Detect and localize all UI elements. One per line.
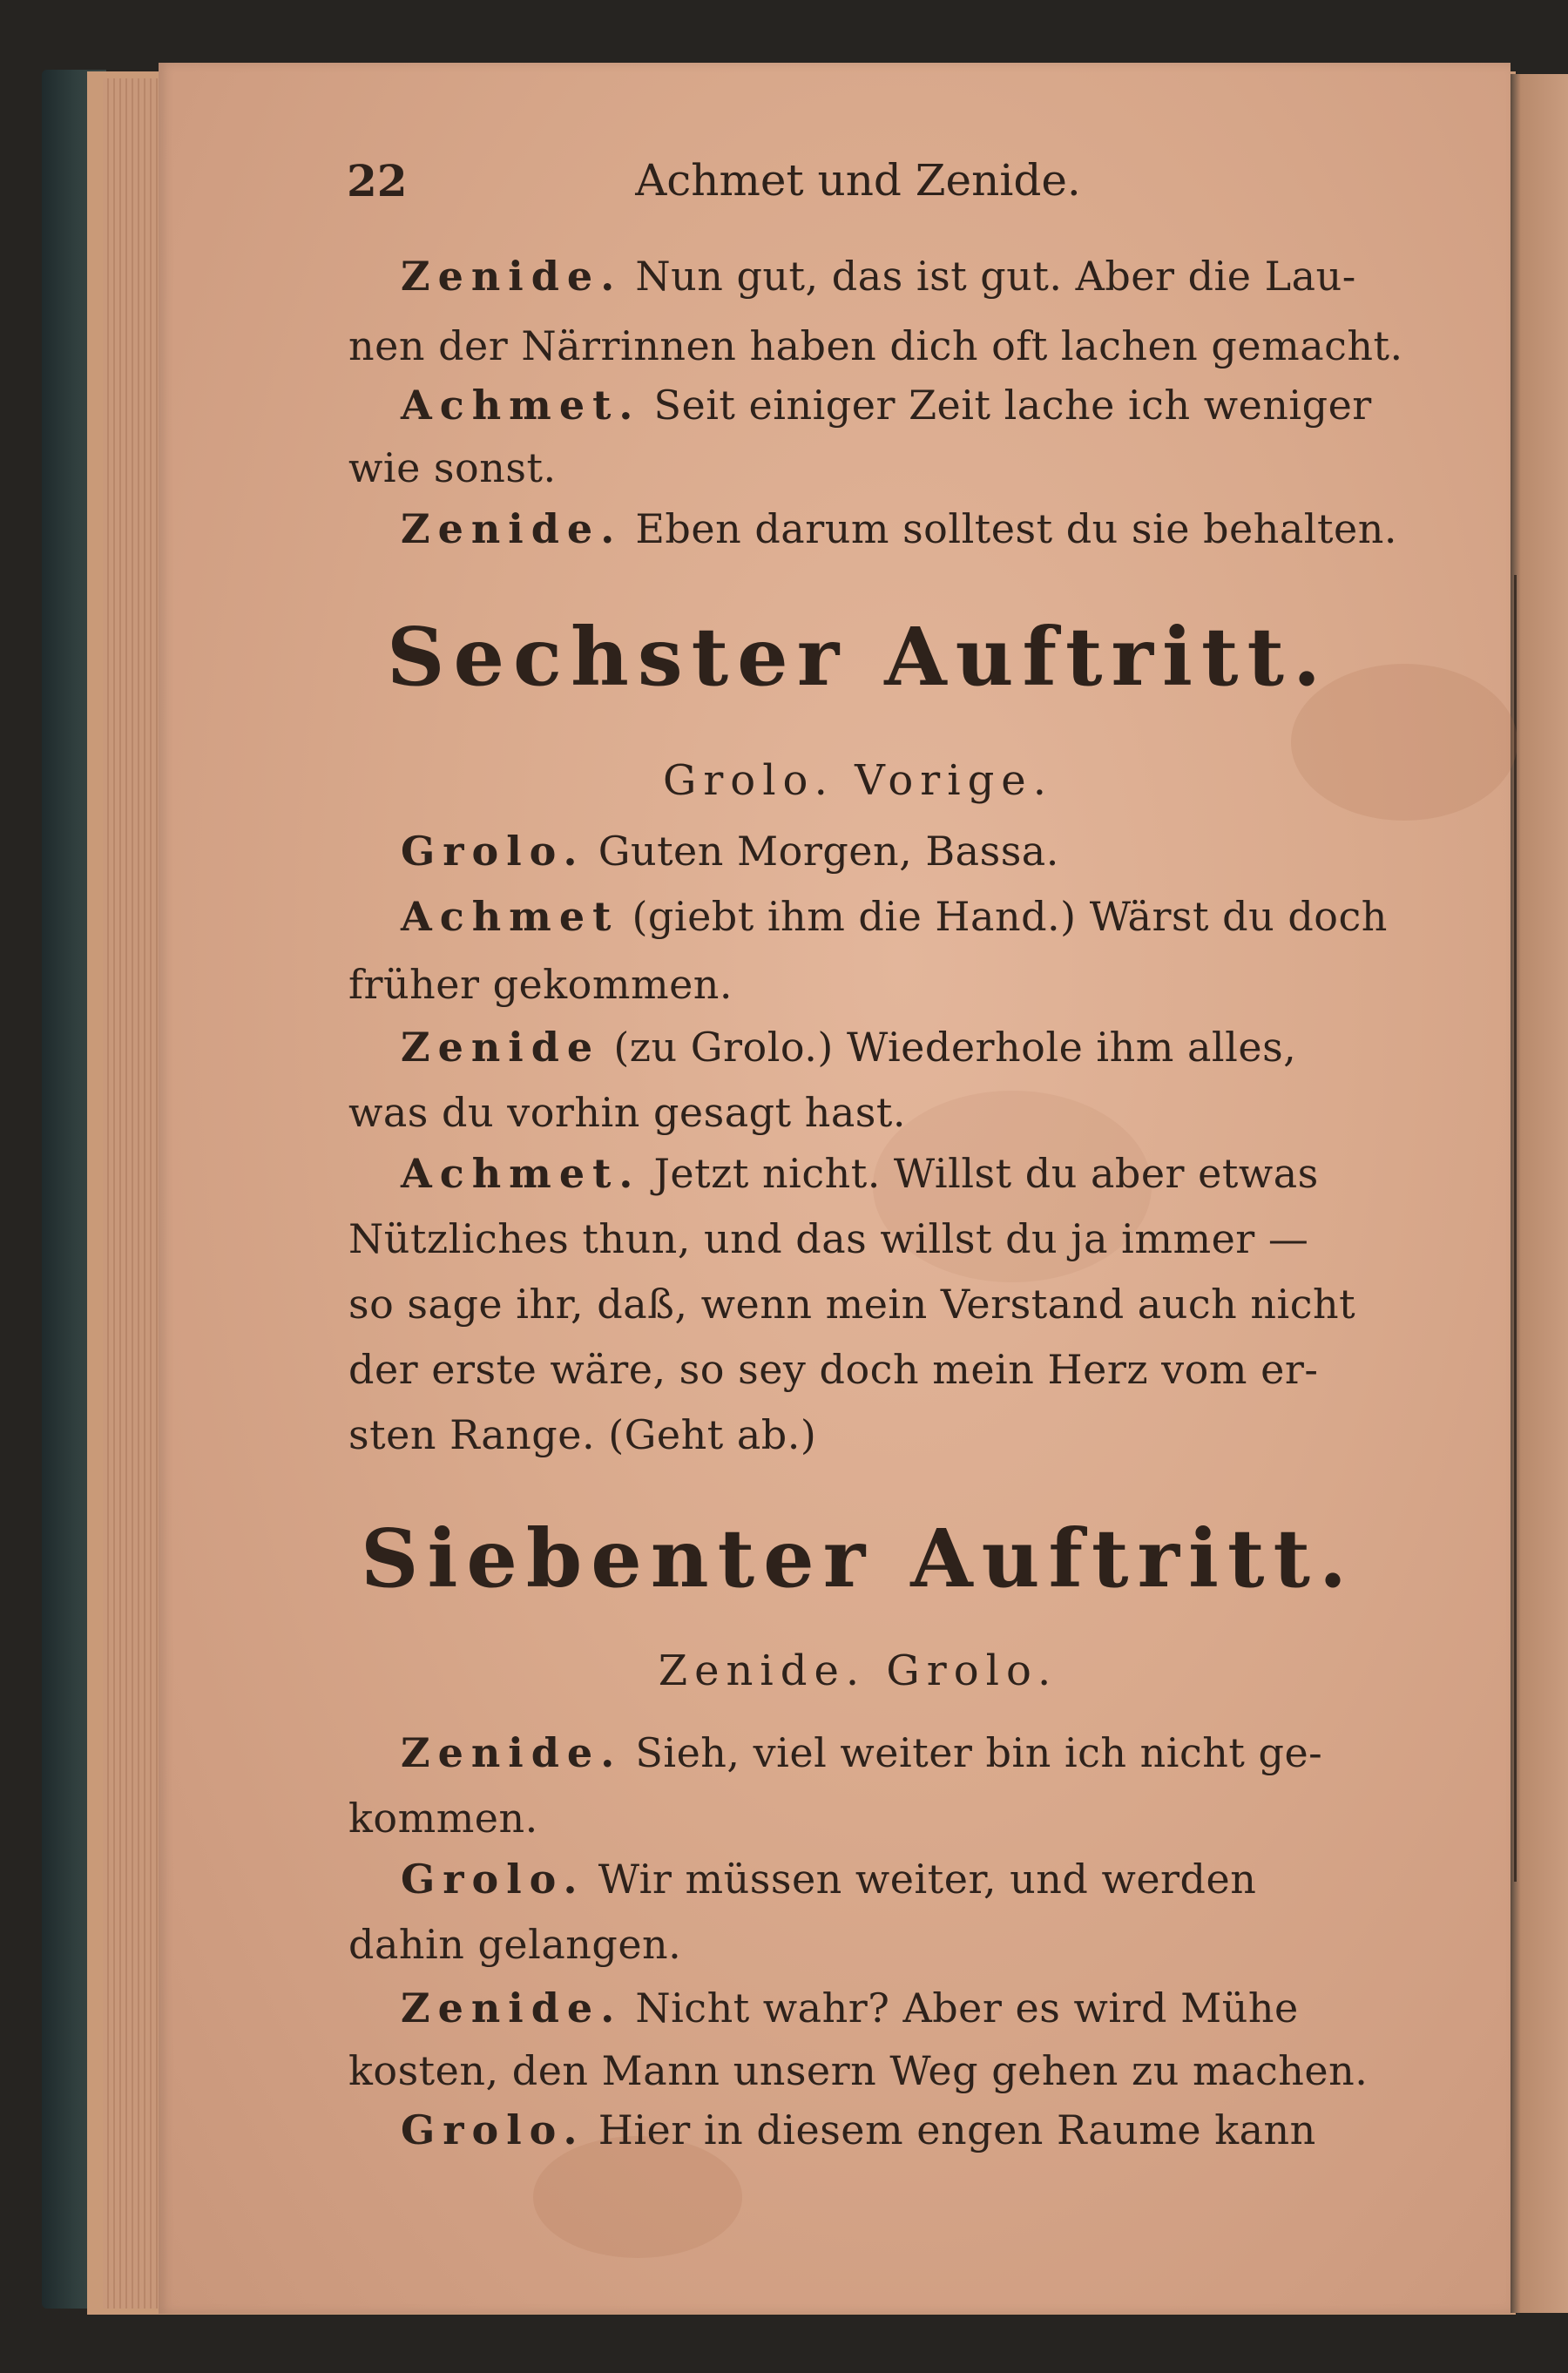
dialogue-text: Nun gut, das ist gut. Aber die Lau- xyxy=(635,253,1356,300)
text-line: so sage ihr, daß, wenn mein Verstand auch nicht xyxy=(348,1281,1356,1328)
speaker-name: Zenide. xyxy=(401,505,623,552)
running-title: Achmet und Zenide. xyxy=(635,155,1081,206)
speaker-name: Achmet. xyxy=(401,382,641,429)
text-line: kosten, den Mann unsern Weg gehen zu machen. xyxy=(348,2047,1369,2094)
text-line xyxy=(401,1984,1299,2032)
dialogue-text: Jetzt nicht. Willst du aber etwas xyxy=(653,1150,1319,1197)
facing-page-edge xyxy=(1511,74,1568,2313)
scene-heading: Sechster Auftritt. xyxy=(387,610,1329,704)
cast-list: Zenide. Grolo. xyxy=(658,1646,1058,1695)
speaker-name: Zenide. xyxy=(401,1984,623,2032)
text-line: früher gekommen. xyxy=(348,961,733,1008)
text-line xyxy=(401,253,1356,300)
gutter-line xyxy=(1514,575,1517,1882)
speaker-name: Zenide. xyxy=(401,253,623,300)
text-line xyxy=(401,893,1388,940)
speaker-name: Zenide xyxy=(401,1024,601,1071)
dialogue-text: Guten Morgen, Bassa. xyxy=(598,828,1059,875)
text-line: der erste wäre, so sey doch mein Herz vom er- xyxy=(348,1346,1319,1393)
text-line xyxy=(401,505,1397,552)
text-line xyxy=(401,1729,1322,1776)
dialogue-text: (giebt ihm die Hand.) Wärst du doch xyxy=(632,893,1388,940)
text-line: Nützliches thun, und das willst du ja immer — xyxy=(348,1215,1309,1262)
speaker-name: Grolo. xyxy=(401,1856,585,1903)
speaker-name: Achmet. xyxy=(401,1150,641,1197)
speaker-name: Grolo. xyxy=(401,2106,585,2153)
text-line: nen der Närrinnen haben dich oft lachen gemacht. xyxy=(348,322,1403,369)
dialogue-text: Nicht wahr? Aber es wird Mühe xyxy=(635,1984,1299,2032)
text-line xyxy=(401,1024,1296,1071)
text-line xyxy=(401,828,1059,875)
text-line xyxy=(401,1856,1256,1903)
text-line: wie sonst. xyxy=(348,444,557,491)
dialogue-text: Sieh, viel weiter bin ich nicht ge- xyxy=(635,1729,1323,1776)
text-line xyxy=(401,1150,1319,1197)
speaker-name: Grolo. xyxy=(401,828,585,875)
text-line: sten Range. (Geht ab.) xyxy=(348,1411,817,1458)
speaker-name: Achmet xyxy=(401,893,619,940)
dialogue-text: Eben darum solltest du sie behalten. xyxy=(635,505,1397,552)
text-line xyxy=(401,382,1372,429)
dialogue-text: (zu Grolo.) Wiederhole ihm alles, xyxy=(613,1024,1297,1071)
text-line xyxy=(401,2106,1316,2153)
text-line: kommen. xyxy=(348,1795,538,1842)
dialogue-text: Wir müssen weiter, und werden xyxy=(598,1856,1257,1903)
dialogue-text: Seit einiger Zeit lache ich weniger xyxy=(653,382,1372,429)
text-line: dahin gelangen. xyxy=(348,1921,682,1968)
text-line: was du vorhin gesagt hast. xyxy=(348,1089,906,1136)
scene-heading: Siebenter Auftritt. xyxy=(361,1511,1355,1606)
speaker-name: Zenide. xyxy=(401,1729,623,1776)
cast-list: Grolo. Vorige. xyxy=(663,756,1053,805)
paper-stain xyxy=(533,2136,742,2258)
page-number: 22 xyxy=(347,155,408,206)
dialogue-text: Hier in diesem engen Raume kann xyxy=(598,2106,1316,2153)
